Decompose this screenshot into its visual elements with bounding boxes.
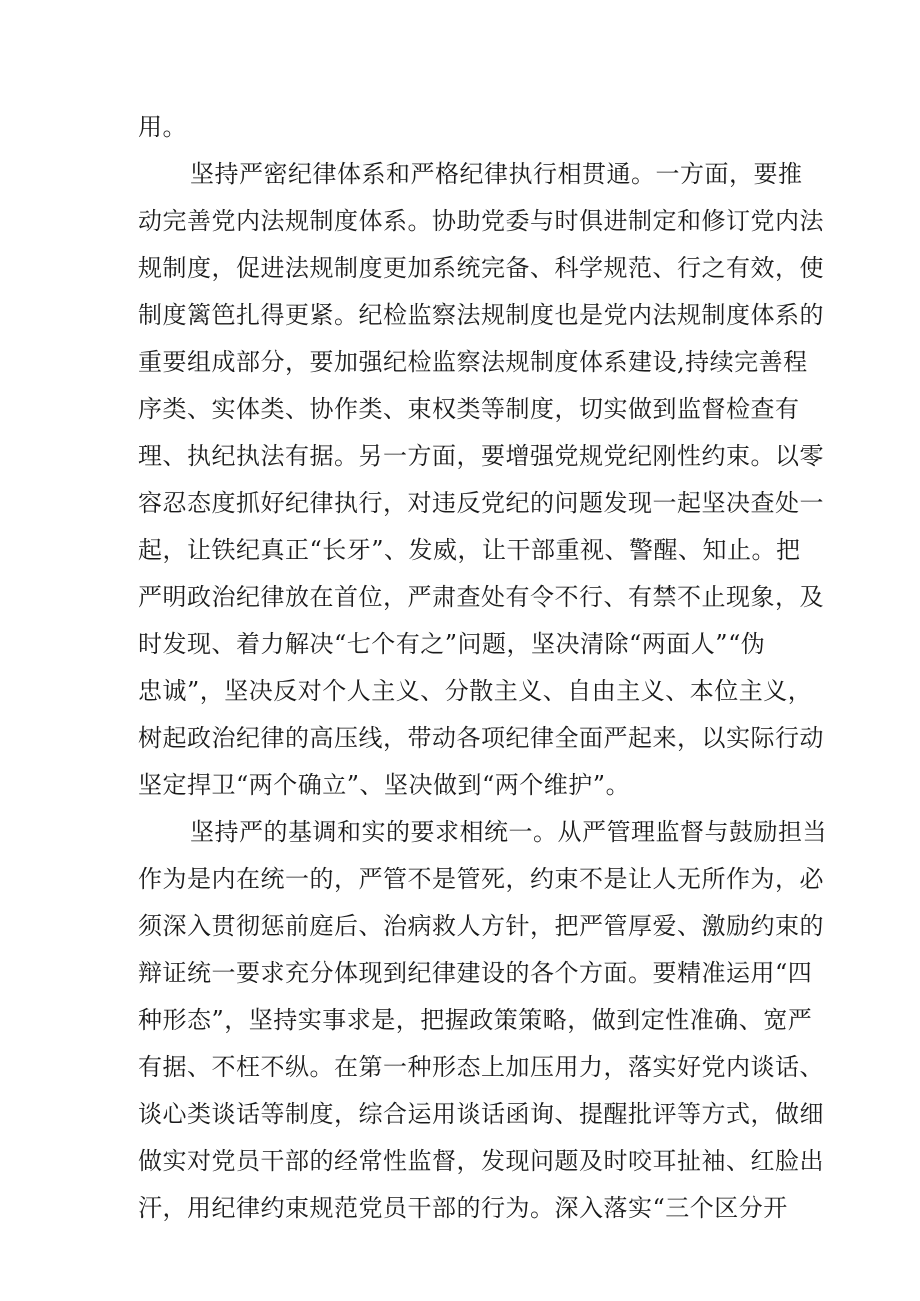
text-line: 容忍态度抓好纪律执行，对违反党纪的问题发现一起坚决查处一 — [138, 489, 824, 517]
text-line: 严明政治纪律放在首位，严肃查处有令不行、有禁不止现象，及 — [138, 583, 824, 611]
text-line: 谈心类谈话等制度，综合运用谈话函询、提醒批评等方式，做细 — [138, 1100, 824, 1128]
text-line: 汗，用纪律约束规范党员干部的行为。深入落实“三个区分开 — [138, 1194, 788, 1222]
text-line: 理、执纪执法有据。另一方面，要增强党规党纪刚性约束。以零 — [138, 442, 824, 470]
text-line: 有据、不枉不纵。在第一种形态上加压用力，落实好党内谈话、 — [138, 1053, 824, 1081]
text-line: 用。 — [138, 113, 187, 141]
text-line: 制度篱笆扎得更紧。纪检监察法规制度也是党内法规制度体系的 — [138, 301, 824, 329]
text-line: 坚定捍卫“两个确立”、坚决做到“两个维护”。 — [138, 771, 631, 799]
text-line: 作为是内在统一的，严管不是管死，约束不是让人无所作为，必 — [138, 865, 824, 893]
text-line: 起，让铁纪真正“长牙”、发威，让干部重视、警醒、知止。把 — [138, 536, 801, 564]
text-line: 辩证统一要求充分体现到纪律建设的各个方面。要精准运用“四 — [138, 959, 813, 987]
text-line: 序类、实体类、协作类、束权类等制度，切实做到监督检查有 — [138, 395, 800, 423]
paragraph-first-line: 坚持严的基调和实的要求相统一。从严管理监督与鼓励担当 — [190, 818, 827, 846]
text-line: 树起政治纪律的高压线，带动各项纪律全面严起来，以实际行动 — [138, 724, 824, 752]
text-line: 忠诚”，坚决反对个人主义、分散主义、自由主义、本位主义， — [138, 677, 813, 705]
text-line: 做实对党员干部的经常性监督，发现问题及时咬耳扯袖、红脸出 — [138, 1147, 824, 1175]
paragraph-first-line: 坚持严密纪律体系和严格纪律执行相贯通。一方面，要推 — [190, 160, 803, 188]
document-body — [138, 104, 827, 1232]
text-line: 须深入贯彻惩前庭后、治病救人方针，把严管厚爱、激励约束的 — [138, 912, 824, 940]
text-line: 动完善党内法规制度体系。协助党委与时俱进制定和修订党内法 — [138, 207, 824, 235]
text-line: 时发现、着力解决“七个有之”问题，坚决清除“两面人”“伪 — [138, 630, 766, 658]
text-line: 种形态”，坚持实事求是，把握政策策略，做到定性准确、宽严 — [138, 1006, 813, 1034]
text-line: 重要组成部分，要加强纪检监察法规制度体系建设,持续完善程 — [138, 348, 808, 376]
text-line: 规制度，促进法规制度更加系统完备、科学规范、行之有效，使 — [138, 254, 824, 282]
